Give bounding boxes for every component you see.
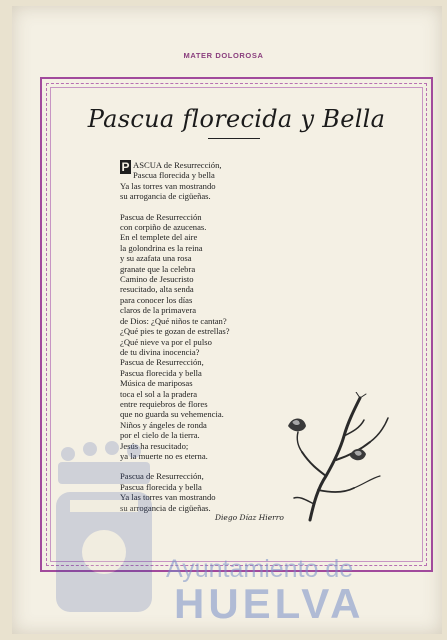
poem-line: por el cielo de la tierra. — [120, 430, 200, 441]
poem-line: Música de mariposas — [120, 378, 193, 389]
poem-line: resucitado, alta senda — [120, 284, 194, 295]
poem-line: claros de la primavera — [120, 305, 197, 316]
poem-line: En el templete del aire — [120, 232, 198, 243]
poem-line: Jesús ha resucitado; — [120, 440, 189, 451]
poem-line: que no guarda su vehemencia. — [120, 409, 224, 420]
watermark-text — [166, 555, 364, 625]
poem-line: toca el sol a la pradera — [120, 388, 198, 399]
poem-line: ya la muerte no es eterna. — [120, 450, 208, 461]
poem-line: Camino de Jesucristo — [120, 274, 194, 285]
poem-line: su arrogancia de cigüeñas. — [120, 502, 211, 513]
poem-line: su arrogancia de cigüeñas. — [120, 191, 211, 202]
poem-line: Pascua florecida y bella — [120, 367, 202, 378]
poem-line: Ya las torres van mostrando — [120, 180, 216, 191]
poem-line: ¿Qué pies te gozan de estrellas? — [120, 326, 230, 337]
poem-line: con corpiño de azucenas. — [120, 222, 207, 233]
poem-line: Pascua florecida y bella — [120, 481, 202, 492]
poem-line: Pascua florecida y bella — [133, 170, 215, 181]
poem-line: la golondrina es la reina — [120, 242, 203, 253]
poem-title: Pascua florecida y Bella — [87, 105, 386, 133]
stanza — [120, 160, 310, 202]
poem-line: de Dios: ¿Qué niños te cantan? — [120, 315, 227, 326]
stanza — [120, 212, 310, 462]
poem-line: para conocer los días — [120, 294, 193, 305]
poem-line: Ya las torres van mostrando — [120, 492, 216, 503]
poem-line: ASCUA de Resurrección, — [133, 160, 222, 170]
drop-cap: P — [121, 160, 130, 174]
poem-line: Pascua de Resurrección, — [120, 357, 204, 368]
poem-line: Pascua de Resurrección — [120, 211, 202, 222]
poem-line: entre requiebros de flores — [120, 398, 208, 409]
city-seal-watermark — [48, 440, 160, 620]
running-header: MATER DOLOROSA — [183, 51, 264, 60]
poem-line: granate que la celebra — [120, 263, 196, 274]
poem-line: ¿Qué nieve va por el pulso — [120, 336, 212, 347]
poem-line: y su azafata una rosa — [120, 253, 192, 264]
author-signature: Diego Díaz Hierro — [215, 513, 284, 522]
poem-line: Pascua de Resurrección, — [120, 471, 204, 482]
poem-line: de tu divina inocencia? — [120, 346, 200, 357]
watermark-line1: Ayuntamiento de — [166, 555, 354, 583]
watermark-line2: HUELVA — [174, 580, 365, 627]
title-underline — [208, 138, 260, 139]
poem-line: Niños y ángeles de ronda — [120, 419, 207, 430]
branch-illustration — [288, 392, 398, 522]
